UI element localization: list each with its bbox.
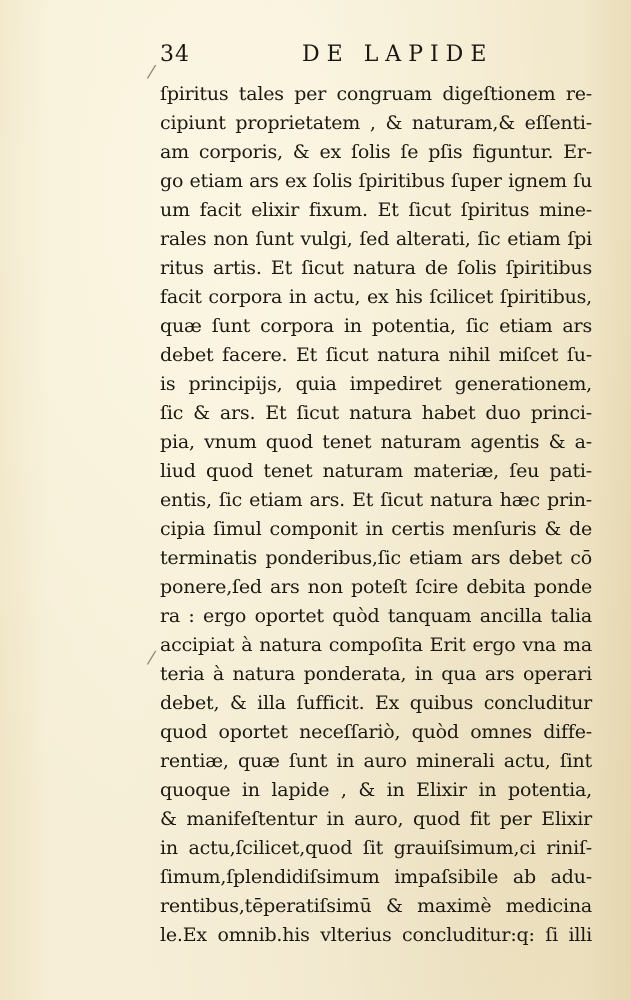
text-line: entis, ſic etiam ars. Et ſicut natura hæc prin-	[160, 489, 592, 511]
text-line: pia, vnum quod tenet naturam agentis & a-	[160, 431, 592, 453]
text-line: quæ ſunt corpora in potentia, ſic etiam ars	[160, 315, 592, 337]
text-line: rentiæ, quæ ſunt in auro minerali actu, ſint	[160, 750, 592, 772]
text-line: cipia ſimul componit in certis menſuris & de	[160, 518, 592, 540]
page-number: 34	[160, 42, 190, 67]
text-line: ra : ergo oportet quòd tanquam ancilla talia	[160, 605, 592, 627]
text-line: am corporis, & ex ſolis ſe pſis figuntur. Er-	[160, 141, 592, 163]
text-line: terminatis ponderibus,ſic etiam ars debet cō	[160, 547, 592, 569]
page-header	[160, 42, 590, 76]
text-line: & manifeſtentur in auro, quod fit per Elixir	[160, 808, 592, 830]
text-line: um facit elixir fixum. Et ſicut ſpiritus mine-	[160, 199, 592, 221]
text-line: quod oportet neceſſariò, quòd omnes diffe-	[160, 721, 592, 743]
text-line: accipiat à natura compoſita Erit ergo vna ma	[160, 634, 592, 656]
margin-pencil-mark-middle: ⁄	[150, 648, 154, 669]
margin-pencil-mark-top: ⁄	[150, 62, 154, 83]
text-line: ſimum,ſplendidiſsimum impaſsibile ab adu-	[160, 866, 592, 888]
text-line: teria à natura ponderata, in qua ars operari	[160, 663, 592, 685]
text-line: le.Ex omnib.his vlterius concluditur:q: ſi illi	[160, 924, 592, 946]
body-text	[160, 80, 592, 950]
running-title: DE LAPIDE	[302, 42, 494, 67]
text-line: cipiunt proprietatem , & naturam,& eſſenti-	[160, 112, 592, 134]
text-line: debet facere. Et ſicut natura nihil miſcet ſu-	[160, 344, 592, 366]
text-line: rales non ſunt vulgi, ſed alterati, ſic etiam ſpi	[160, 228, 592, 250]
text-line: ſic & ars. Et ſicut natura habet duo princi-	[160, 402, 592, 424]
text-line: facit corpora in actu, ex his ſcilicet ſpiritibus,	[160, 286, 592, 308]
text-line: ſpiritus tales per congruam digeſtionem re-	[160, 83, 592, 105]
text-line: liud quod tenet naturam materiæ, ſeu pati-	[160, 460, 592, 482]
text-line: ritus artis. Et ſicut natura de ſolis ſpiritibus	[160, 257, 592, 279]
text-line: go etiam ars ex ſolis ſpiritibus ſuper ignem ſu	[160, 170, 592, 192]
text-line: in actu,ſcilicet,quod ſit grauiſsimum,ci riniſ-	[160, 837, 592, 859]
text-line: ponere,ſed ars non poteſt ſcire debita ponde	[160, 576, 592, 598]
text-line: debet, & illa ſufficit. Ex quibus concluditur	[160, 692, 592, 714]
text-line: is principijs, quia impediret generationem,	[160, 373, 592, 395]
text-line: rentibus,tēperatiſsimū & maximè medicina	[160, 895, 592, 917]
text-line: quoque in lapide , & in Elixir in potentia,	[160, 779, 592, 801]
